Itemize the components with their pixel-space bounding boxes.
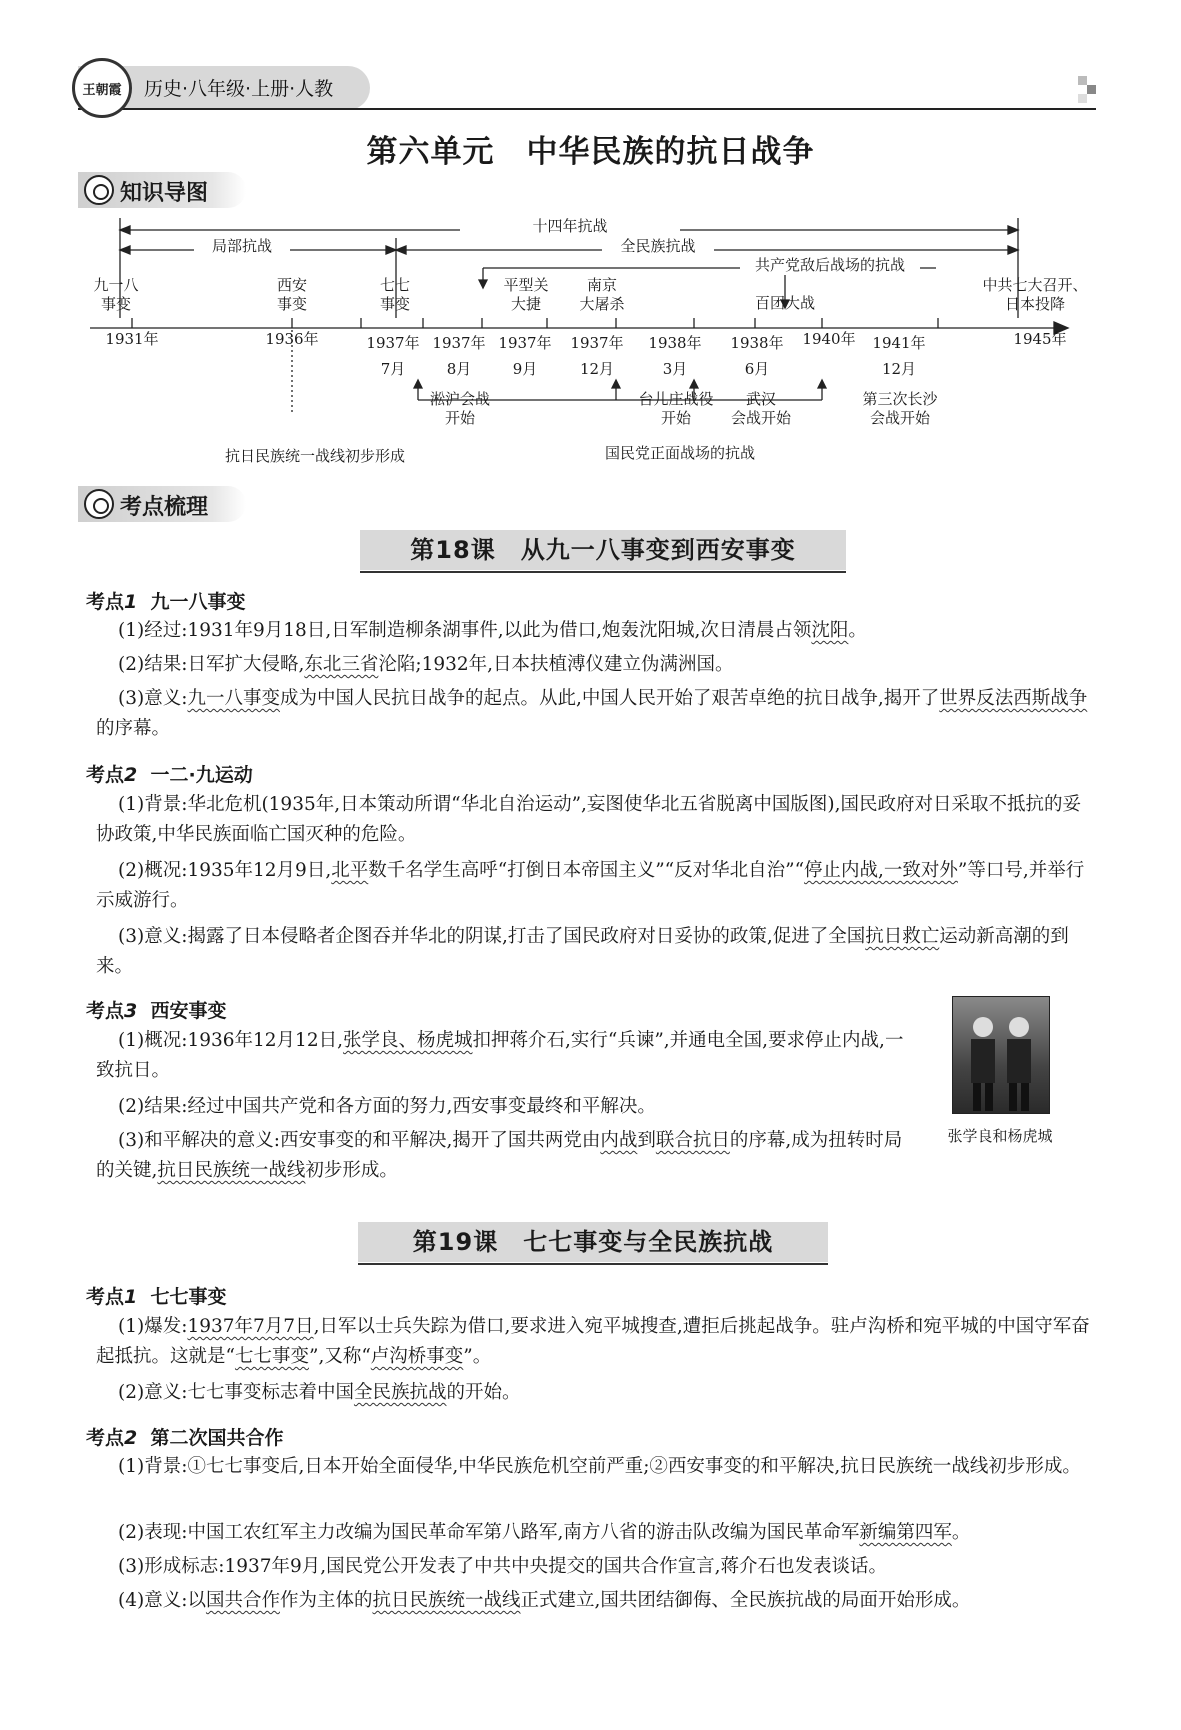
event-hundred-regiments: 百团大战 bbox=[754, 294, 815, 312]
header-title: 历史·八年级·上册·人教 bbox=[144, 78, 334, 100]
corner-square bbox=[1078, 94, 1087, 103]
paragraph: (2)结果:日军扩大侵略,东北三省沦陷;1932年,日本扶植溥仪建立伪满洲国。 bbox=[118, 654, 734, 675]
corner-square bbox=[1087, 85, 1096, 94]
year-1936: 1936年 bbox=[265, 330, 319, 348]
span-local-label: 局部抗战 bbox=[194, 237, 290, 256]
paragraph: (2)意义:七七事变标志着中国全民族抗战的开始。 bbox=[118, 1382, 521, 1403]
section-title-map: 知识导图 bbox=[120, 181, 209, 206]
year-1937-9: 1937年 9月 bbox=[498, 334, 552, 378]
header-rule bbox=[78, 108, 1096, 110]
event-songhu: 淞沪会战 开始 bbox=[429, 390, 490, 427]
year-1938-6: 1938年 6月 bbox=[730, 334, 784, 378]
year-1931: 1931年 bbox=[105, 330, 159, 348]
paragraph: (2)结果:经过中国共产党和各方面的努力,西安事变最终和平解决。 bbox=[118, 1096, 656, 1117]
paragraph: (1)背景:华北危机(1935年,日本策动所谓“华北自治运动”,妄图使华北五省脱离中国版图),国民政府对日采取不抵抗的妥协政策,中华民族面临亡国灭种的危险。 bbox=[96, 794, 1082, 845]
event-xian: 西安 事变 bbox=[276, 276, 307, 313]
event-taierzhuang: 台儿庄战役 开始 bbox=[638, 390, 714, 427]
paragraph: (3)意义:九一八事变成为中国人民抗日战争的起点。从此,中国人民开始了艰苦卓绝的抗日战争,揭开了世界反法西斯战争的序幕。 bbox=[96, 688, 1088, 739]
year-1940: 1940年 bbox=[802, 330, 856, 348]
kp-heading: 考点1 九一八事变 bbox=[86, 591, 246, 613]
event-pingxingguan: 平型关 大捷 bbox=[503, 276, 549, 313]
event-1945: 中共七大召开、 日本投降 bbox=[982, 276, 1088, 313]
target-icon bbox=[84, 489, 114, 519]
target-icon bbox=[84, 175, 114, 205]
paragraph: (3)意义:揭露了日本侵略者企图吞并华北的阴谋,打击了国民政府对日妥协的政策,促进了全国抗日救亡运动新高潮的到来。 bbox=[96, 926, 1069, 977]
year-1945: 1945年 bbox=[1013, 330, 1067, 348]
event-nanjing: 南京 大屠杀 bbox=[579, 276, 625, 313]
span-national-label: 全民族抗战 bbox=[602, 237, 714, 256]
lesson18-title: 第18课 从九一八事变到西安事变 bbox=[360, 530, 846, 570]
year-1938-3: 1938年 3月 bbox=[648, 334, 702, 378]
kp-heading: 考点2 一二·九运动 bbox=[86, 764, 253, 786]
paragraph: (1)经过:1931年9月18日,日军制造柳条湖事件,以此为借口,炮轰沈阳城,次日清晨占领沈阳。 bbox=[118, 620, 867, 641]
event-july7: 七七 事变 bbox=[379, 276, 410, 313]
paragraph: (1)背景:①七七事变后,日本开始全面侵华,中华民族危机空前严重;②西安事变的和平解决,抗日民族统一战线初步形成。 bbox=[118, 1456, 1081, 1477]
span-total-label: 十四年抗战 bbox=[460, 217, 680, 236]
photo-figures bbox=[953, 997, 1049, 1113]
event-sept18: 九一八 事变 bbox=[93, 276, 139, 313]
publisher-logo: 王朝霞 bbox=[72, 58, 132, 118]
event-changsha: 第三次长沙 会战开始 bbox=[862, 390, 938, 427]
kp-heading: 考点3 西安事变 bbox=[86, 1000, 227, 1022]
year-1937-7: 1937年 7月 bbox=[366, 334, 420, 378]
year-1937-8: 1937年 8月 bbox=[432, 334, 486, 378]
unit-title: 第六单元 中华民族的抗日战争 bbox=[366, 134, 815, 170]
arrow-right bbox=[1008, 226, 1018, 234]
kp-heading: 考点1 七七事变 bbox=[86, 1286, 227, 1308]
year-1937-12: 1937年 12月 bbox=[570, 334, 624, 378]
paragraph: (2)概况:1935年12月9日,北平数千名学生高呼“打倒日本帝国主义”“反对华北自治”“停止内战,一致对外”等口号,并举行示威游行。 bbox=[96, 860, 1085, 911]
paragraph: (1)概况:1936年12月12日,张学良、杨虎城扣押蒋介石,实行“兵谏”,并通电全国,要求停止内战,一致抗日。 bbox=[96, 1030, 904, 1081]
photo-caption: 张学良和杨虎城 bbox=[947, 1127, 1053, 1145]
corner-square bbox=[1078, 76, 1087, 85]
paragraph: (2)表现:中国工农红军主力改编为国民革命军第八路军,南方八省的游击队改编为国民革命军新编第四军。 bbox=[118, 1522, 971, 1543]
united-front-label: 抗日民族统一战线初步形成 bbox=[224, 447, 405, 465]
kmt-battlefield-label: 国民党正面战场的抗战 bbox=[604, 444, 755, 462]
paragraph: (4)意义:以国共合作作为主体的抗日民族统一战线正式建立,国共团结御侮、全民族抗战的局面开始形成。 bbox=[118, 1590, 971, 1611]
lesson19-title: 第19课 七七事变与全民族抗战 bbox=[358, 1222, 828, 1262]
paragraph: (3)形成标志:1937年9月,国民党公开发表了中共中央提交的国共合作宣言,蒋介石也发表谈话。 bbox=[118, 1556, 888, 1577]
section-title-review: 考点梳理 bbox=[120, 495, 209, 520]
kp-heading: 考点2 第二次国共合作 bbox=[86, 1427, 284, 1449]
paragraph: (1)爆发:1937年7月7日,日军以士兵失踪为借口,要求进入宛平城搜查,遭拒后挑起战争。驻卢沟桥和宛平城的中国守军奋起抵抗。这就是“七七事变”,又称“卢沟桥事变”。 bbox=[96, 1316, 1090, 1367]
arrow-left bbox=[120, 226, 130, 234]
historical-photo bbox=[952, 996, 1050, 1114]
year-1941-12: 1941年 12月 bbox=[872, 334, 926, 378]
paragraph: (3)和平解决的意义:西安事变的和平解决,揭开了国共两党由内战到联合抗日的序幕,成为扭转时局的关键,抗日民族统一战线初步形成。 bbox=[96, 1130, 903, 1181]
event-wuhan: 武汉 会战开始 bbox=[730, 390, 791, 427]
cpc-battlefield-label: 共产党敌后战场的抗战 bbox=[740, 256, 920, 275]
